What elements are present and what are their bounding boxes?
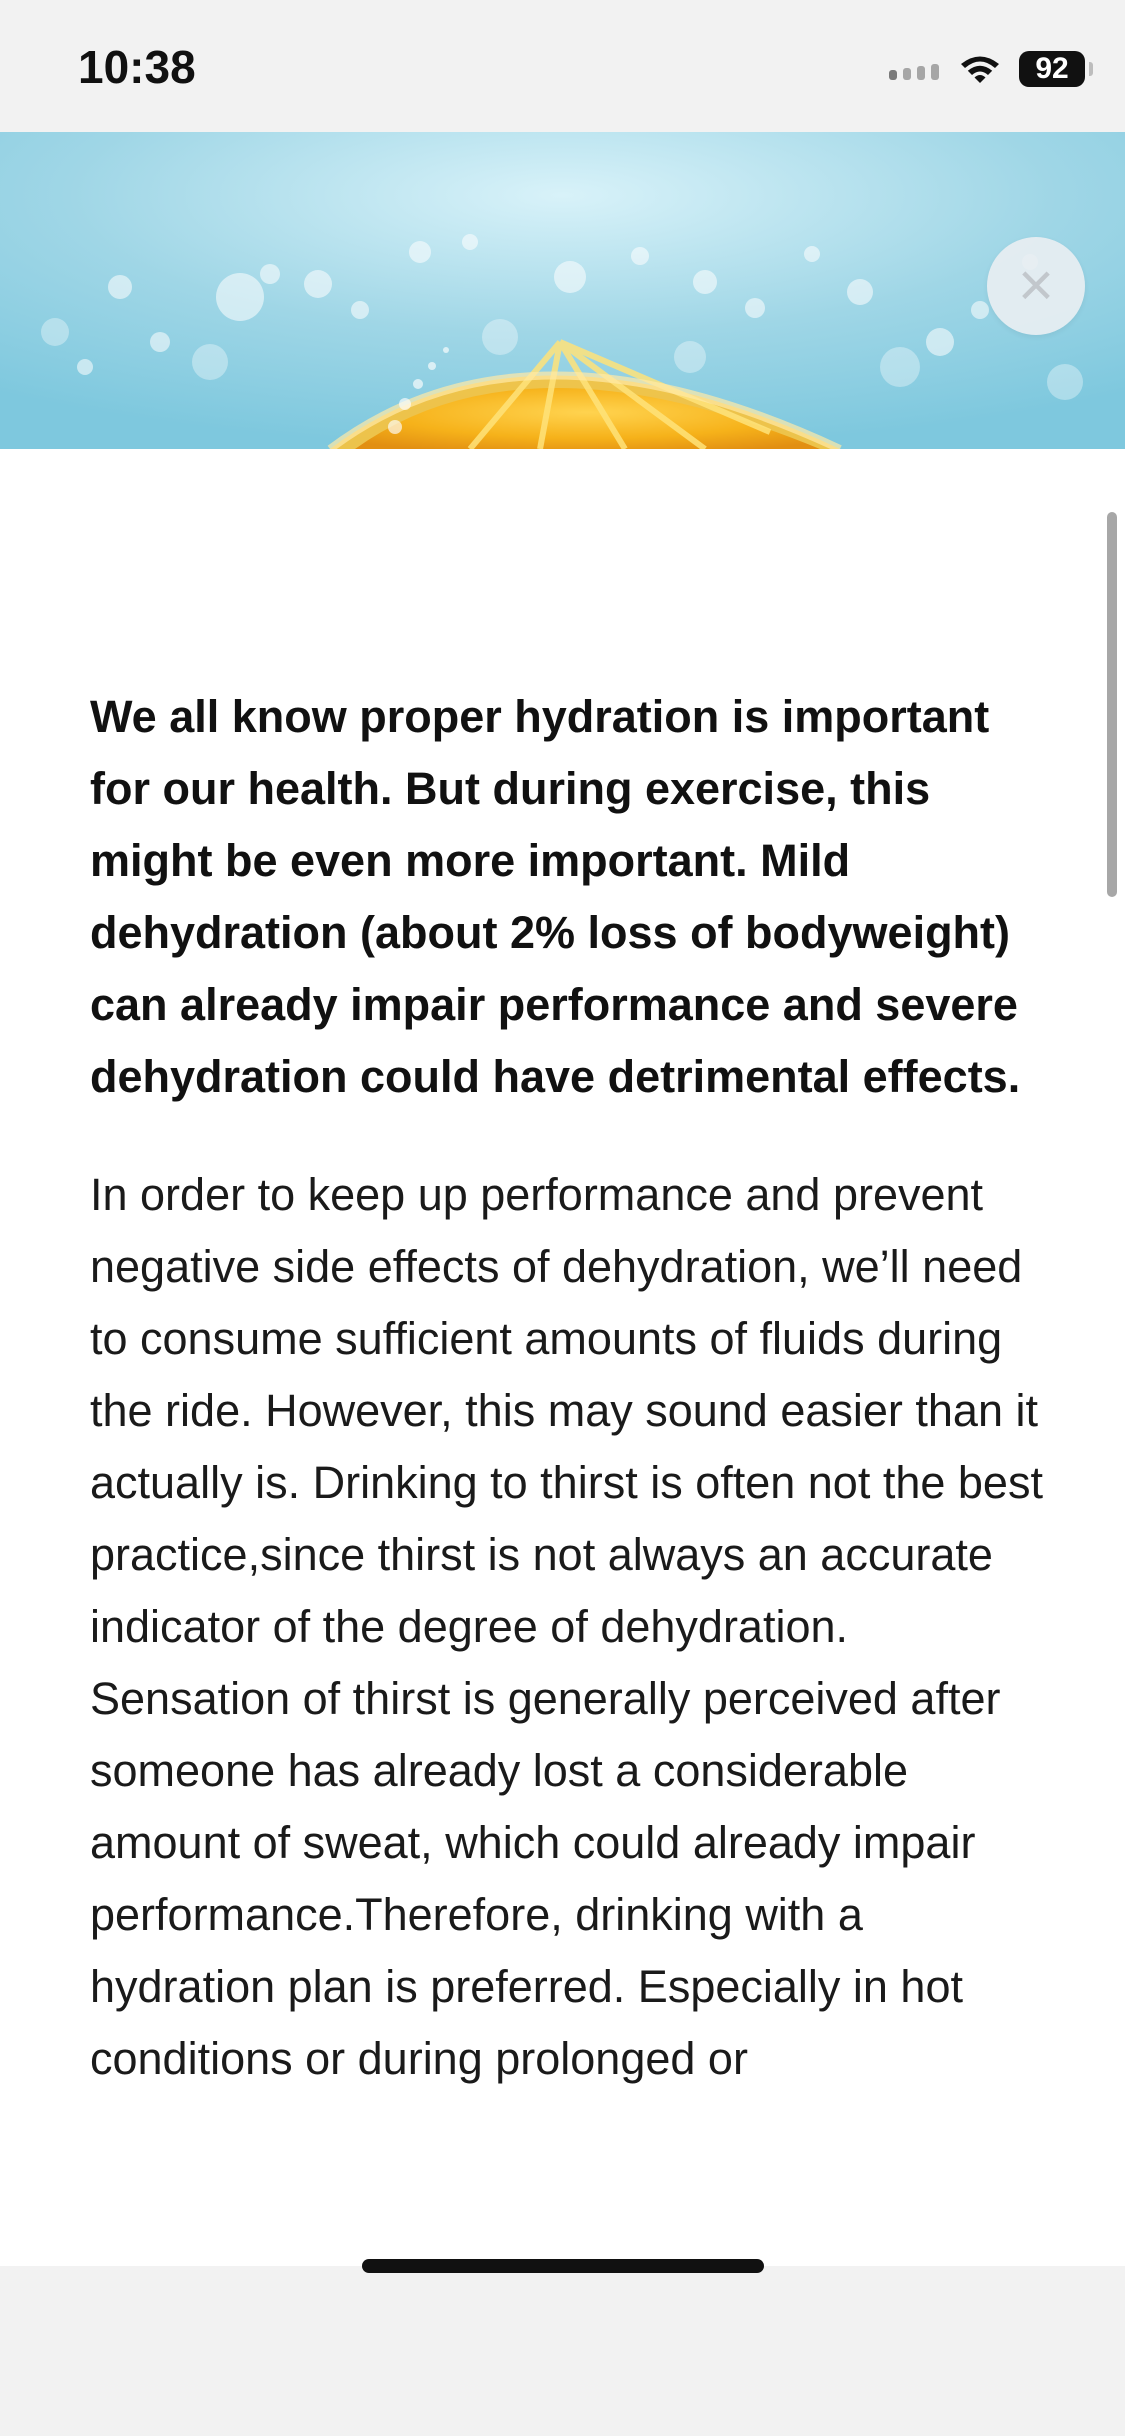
status-time: 10:38: [78, 41, 196, 93]
status-icons: [889, 48, 1085, 90]
cellular-signal-icon: [889, 58, 939, 80]
close-button[interactable]: [987, 237, 1085, 335]
wifi-icon: [957, 52, 1003, 86]
orange-slice-splash-image: [0, 132, 1125, 449]
article-lead-paragraph: We all know proper hydration is important for our health. But during exercise, this might be even more important. Mild dehydration (about 2% loss of bodyweight) can already impair performance and severe dehydration could have detrimental effects.: [90, 691, 1021, 1102]
battery-icon: [1019, 51, 1085, 87]
article-body-paragraph: In order to keep up performance and prevent negative side effects of dehydration, we’ll need to consume sufficient amounts of fluids during the ride. However, this may sound easier than it actually is. Drinking to thirst is often not the best practice,since thirst is not always an accurate indicator of the degree of dehydration. Sensation of thirst is generally perceived after someone has already lost a considerable amount of sweat, which could already impair performance.Therefore, drinking with a hydration plan is preferred. Especially in hot conditions or during prolonged or: [90, 1169, 1043, 2084]
status-bar: [0, 0, 1125, 132]
close-icon: ×: [1017, 251, 1055, 320]
article-text: [90, 681, 1050, 2095]
hero-image: [0, 132, 1125, 449]
home-indicator[interactable]: [362, 2259, 764, 2273]
bottom-bar: [0, 2266, 1125, 2436]
content-fade: [0, 2196, 1125, 2266]
article-content[interactable]: [0, 449, 1125, 2266]
scrollbar-thumb[interactable]: [1107, 512, 1117, 897]
battery-level: 92: [1035, 52, 1069, 85]
